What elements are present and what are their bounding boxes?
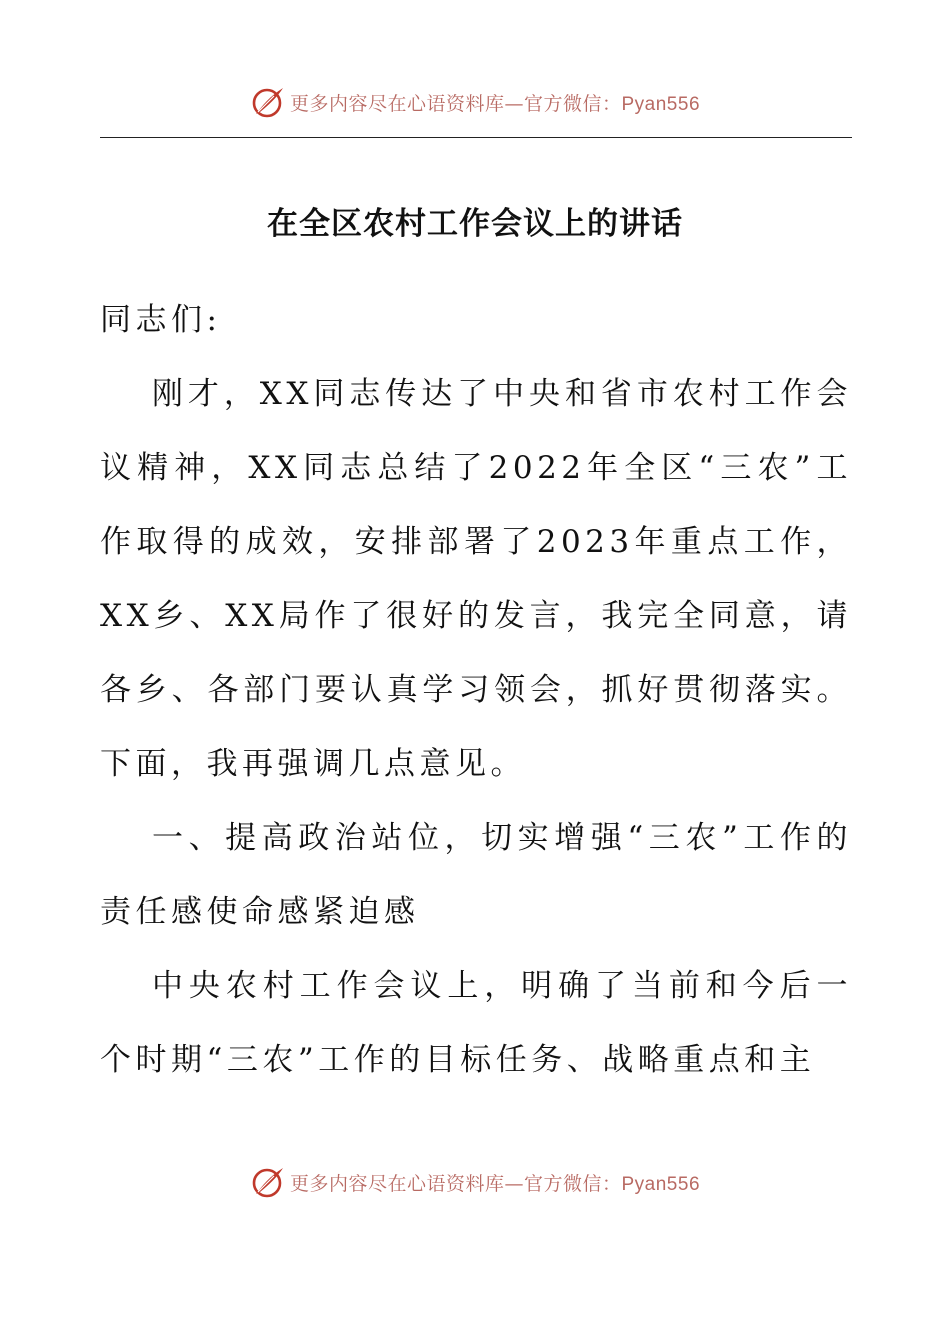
document-title: 在全区农村工作会议上的讲话 bbox=[267, 206, 683, 242]
wechat-id: Pyan556 bbox=[621, 1173, 701, 1195]
paragraph-section-1: 中央农村工作会议上，明确了当前和今后一个时期“三农”工作的目标任务、战略重点和主 bbox=[100, 968, 852, 1078]
quill-pen-logo-icon bbox=[250, 1164, 286, 1200]
banner-text: 更多内容尽在心语资料库—官方微信：Pyan556 bbox=[289, 1172, 701, 1195]
footer-banner bbox=[0, 1160, 950, 1204]
header-banner bbox=[0, 80, 950, 124]
paragraph-intro: 刚才，XX同志传达了中央和省市农村工作会议精神，XX同志总结了2022年全区“三农”工作取得的成效，安排部署了2023年重点工作，XX乡、XX局作了很好的发言，我完全同意，请各乡、各部门要认真学习领会，抓好贯彻落实。下面，我再强调几点意见。 bbox=[100, 376, 852, 782]
quill-pen-logo-icon bbox=[250, 84, 286, 120]
header-divider bbox=[100, 137, 852, 138]
banner-text: 更多内容尽在心语资料库—官方微信：Pyan556 bbox=[289, 92, 701, 115]
wechat-id: Pyan556 bbox=[621, 93, 701, 115]
section-heading-1: 一、提高政治站位，切实增强“三农”工作的责任感使命感紧迫感 bbox=[100, 820, 852, 930]
document-body bbox=[100, 283, 852, 1097]
salutation: 同志们: bbox=[100, 302, 222, 338]
